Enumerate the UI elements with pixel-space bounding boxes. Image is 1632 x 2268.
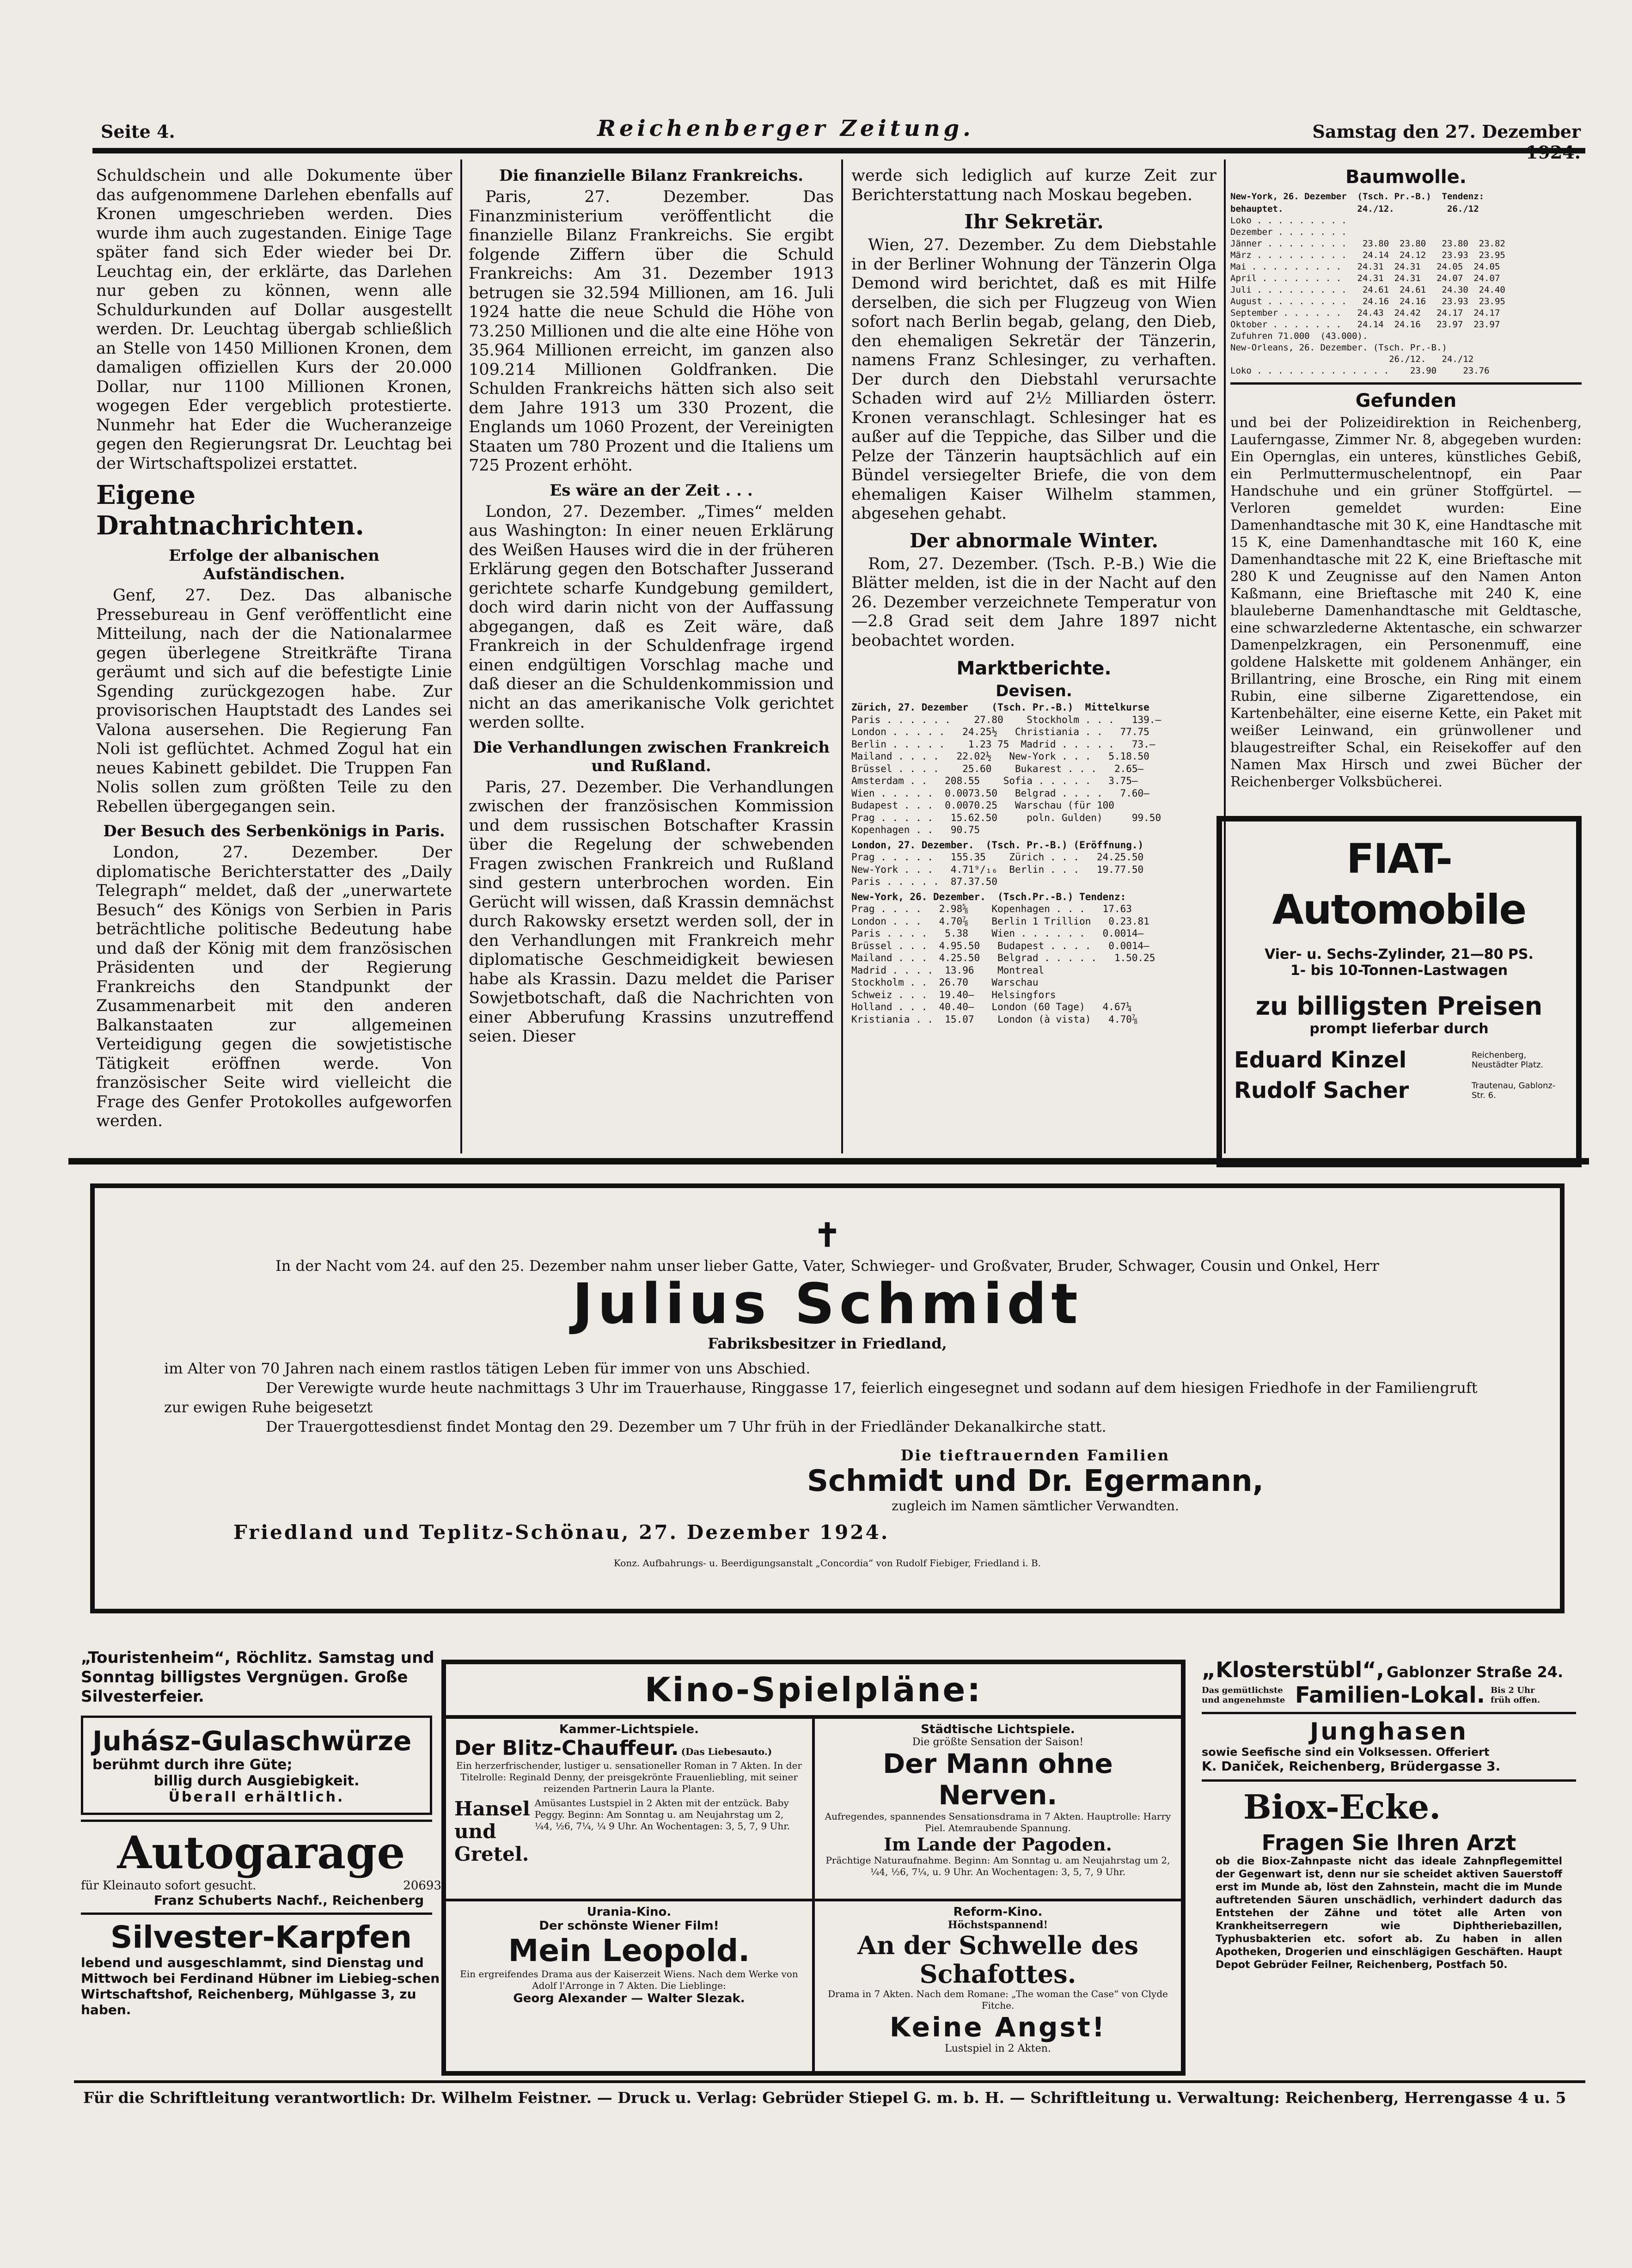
- obituary-intro: In der Nacht vom 24. auf den 25. Dezember nahm unser lieber Gatte, Vater, Schwieger- und Großvater, Bruder, Schwager, Cousin und Onkel, Herr: [275, 1257, 1379, 1275]
- left-ads: [81, 1648, 441, 2018]
- newyork-header: New-York, 26. Dezember. (Tsch.Pr.-B.) Tendenz:: [851, 891, 1126, 902]
- footer-rule: [74, 2080, 1585, 2083]
- obituary-place-date: Friedland und Teplitz-Schönau, 27. Dezember 1924.: [233, 1521, 890, 1544]
- fiat-line: 1- bis 10-Tonnen-Lastwagen: [1290, 962, 1508, 979]
- london-header: London, 27. Dezember. (Tsch. Pr.-B.) (Eröffnung.): [851, 839, 1144, 851]
- column-1: [96, 166, 452, 1131]
- article-heading: Die Verhandlungen zwischen Frankreich und Rußland.: [472, 738, 830, 775]
- cinema-staedtische: Städtische Lichtspiele. Die größte Sensation der Saison! Der Mann ohne Nerven. Aufregendes, spannendes Sensationsdrama in 7 Akten. Hauptrolle: Harry Piel. Atemraubende Spannung. Im Lande der Pagoden. Prächtige Naturaufnahme. Beginn: Am Sonntag u. am Neujahrstag um 2, ¼4, ½6, 7¼, u. 9 Uhr. An Wochentagen: 3, 5, 7, 9 Uhr.: [815, 1719, 1181, 1901]
- touristen-ad: „Touristenheim“, Röchlitz. Samstag und Sonntag billigstes Vergnügen. Große Silvesterfeier.: [81, 1649, 434, 1706]
- column-4: [1230, 166, 1582, 791]
- right-ads: „Klosterstübl“, Gablonzer Straße 24. Das gemütlichste und angenehmste Familien-Lokal. Bis 2 Uhr früh offen. Junghasen sowie Seefische sind ein Volksessen. Offeriert K. Daniček, Reichenberg, Brüdergasse 3. Biox-Ecke. Fragen Sie Ihren Arzt ob die Biox-Zahnpaste nicht das ideale Zahnpflegemittel der Gegenwart ist, denn nur sie scheidet aktiven Sauerstoff erst im Munde ab, löst den Zahnstein, macht die im Munde auftretenden Säuren unschädlich, verhindert dadurch das Entstehen der Zähne und tötet alle Arten von Krankheitserregern wie Diphtheriebazillen, Typhusbakterien etc. sofort ab. Zu haben in allen Apotheken, Drogerien und einschlägigen Geschäften. Haupt Depot Gebrüder Feilner, Reichenberg, Postfach 50.: [1202, 1657, 1576, 1972]
- article-heading: Ihr Sekretär.: [964, 210, 1104, 233]
- silvester-text: lebend und ausgeschlammt, sind Dienstag und Mittwoch bei Ferdinand Hübner im Liebieg-schen Wirtschaftshof, Reichenberg, Mühlgasse 3, zu haben.: [81, 1955, 440, 2017]
- article-body: Paris, 27. Dezember. Die Verhandlungen zwischen der französischen Kommission und dem russischen Botschafter Krassin über die Regelung der schwebenden Fragen zwischen Frankreich und Rußland sind gestern unterbrochen worden. Ein Gerücht will wissen, daß Krassin demnächst durch Rakowsky ersetzt werden soll, der in den Verhandlungen mit Frankreich mehr diplomatische Geschmeidigkeit bewiesen habe als Krassin. Dazu meldet die Pariser Sowjetbotschaft, daß die Nachrichten von einer Abberufung Krassins unzutreffend seien. Dieser: [469, 778, 834, 1046]
- dealer-place: Trautenau, Gablonz-Str. 6.: [1472, 1081, 1556, 1100]
- mourners-intro: Die tieftrauernden Familien: [900, 1447, 1170, 1464]
- article-body: Wien, 27. Dezember. Zu dem Diebstahle in der Berliner Wohnung der Tänzerin Olga Demond wird berichtet, daß es mit Hilfe derselben, die sich per Flugzeug von Wien sofort nach Berlin begab, gelang, den Dieb, den ehemaligen Sekretär der Tänzerin, namens Franz Schlesinger, zu verhaften. Der durch den Diebstahl verursachte Schaden wird auf 2½ Milliarden österr. Kronen veranschlagt. Schlesinger hat es außer auf die Teppiche, das Silber und die Pelze der Tänzerin hauptsächlich auf ein Bündel versiegelter Briefe, die von dem ehemaligen Kaiser Wilhelm stammen, abgesehen gehabt.: [851, 236, 1216, 523]
- newyork-rates: Prag . . . . 2.98⅝ Kopenhagen . . . 17.63 London . . . 4.70⅞ Berlin 1 Trillion 0.23.81 Paris . . . . 5.38 Wien . . . . . . 0.0014— Brüssel . . . 4.95.50 Budapest . . . . 0.0014— Mailand . . . 4.25.50 Belgrad . . . . . 1.50.25 Madrid . . . . 13.96 Montreal Stockholm . . 26.70 Warschau Schweiz . . . 19.40— Helsingfors Holland . . . 40.40— London (60 Tage) 4.67¼ Kristiania . . 15.07 London (à vista) 4.70⅞: [851, 903, 1155, 1025]
- junghasen-title: Junghasen: [1310, 1718, 1468, 1746]
- section-heading: Eigene Drahtnachrichten.: [96, 480, 365, 541]
- fiat-advertisement: [1216, 816, 1582, 1167]
- article-body: Paris, 27. Dezember. Das Finanzministerium veröffentlicht die finanzielle Bilanz Frankreichs. Sie ergibt folgende Ziffern über die Schuld Frankreichs: Am 31. Dezember 1913 betrugen sie 32.594 Millionen, am 16. Juli 1924 hatte die neue Schuld die Höhe von 73.250 Millionen und die alte eine Höhe von 35.964 Millionen erreicht, im ganzen also 109.214 Millionen Goldfranken. Die Schulden Frankreichs hätten sich also seit dem Jahre 1913 um 330 Prozent, die Englands um 1060 Prozent, der Vereinigten Staaten um 780 Prozent und die Italiens um 725 Prozent erhöht.: [469, 188, 834, 475]
- obituary-text: im Alter von 70 Jahren nach einem rastlos tätigen Leben für immer von uns Abschied. Der Verewigte wurde heute nachmittags 3 Uhr im Trauerhause, Ringgasse 17, feierlich eingesegnet und sodann auf dem hiesigen Friedhofe in der Familiengruft zur ewigen Ruhe beigesetzt Der Trauergottesdienst findet Montag den 29. Dezember um 7 Uhr früh in der Friedländer Dekanalkirche statt.: [164, 1360, 1478, 1435]
- silvester-title: Silvester-Karpfen: [110, 1919, 412, 1955]
- obituary-notice: [90, 1183, 1565, 1613]
- article-heading: Der Besuch des Serbenkönigs in Paris.: [103, 822, 445, 840]
- deceased-name: Julius Schmidt: [572, 1272, 1082, 1336]
- article-body: Rom, 27. Dezember. (Tsch. P.-B.) Wie die Blätter melden, ist die in der Nacht auf den 26. Dezember verzeichnete Temperatur von —2.8 Grad seit dem Jahre 1897 nicht beobachtet worden.: [851, 554, 1216, 650]
- issue-date: Samstag den 27. Dezember: [1312, 121, 1581, 142]
- article-body: London, 27. Dezember. Der diplomatische Berichterstatter des „Daily Telegraph“ meldet, daß der „unerwartete Besuch“ des Königs von Serbien in Paris beträchtliche politische Bedeutung habe und daß der König mit dem französischen Präsidenten und der Regierung Frankreichs den Standpunkt der Zusammenarbeit mit den anderen Balkanstaaten zur allgemeinen Verteidigung gegen die sowjetistische Tätigkeit eröffnen werde. Von französischer Seite wird vielleicht die Frage des Genfer Protokolles aufgeworfen werden.: [96, 843, 452, 1130]
- cotton-rates: Loko . . . . . . . . . Dezember . . . . . . . Jänner . . . . . . . . 23.80 23.80 23.80 23.82 März . . . . . . . . . 24.14 24.12 23.93 23.95 Mai . . . . . . . . . 24.31 24.31 24.05 24.05 April . . . . . . . . 24.31 24.31 24.07 24.07 Juli . . . . . . . . . 24.61 24.61 24.30 24.40 August . . . . . . . . 24.16 24.16 23.93 23.95 September . . . . . . 24.43 24.42 24.17 24.17 Oktober . . . . . . . 24.14 24.16 23.97 23.97 Zufuhren 71.000 (43.000). New-Orleans, 26. Dezember. (Tsch. Pr.-B.) 26./12. 24./12 Loko . . . . . . . . . . . . . 23.90 23.76: [1230, 215, 1505, 376]
- fiat-line: prompt lieferbar durch: [1309, 1021, 1489, 1037]
- article-continuation: Schuldschein und alle Dokumente über das aufgenommene Darlehen ebenfalls auf Kronen umgeschrieben werden. Dies wurde ihm auch zugestanden. Einige Tage später fand sich Eder wieder bei Dr. Leuchtag ein, der erklärte, das Darlehen nur geben zu können, wenn alle Schuldurkunden auf Dollar ausgestellt werden. Dr. Leuchtag übergab schließlich an Stelle von 1450 Millionen Kronen, dem damaligen offiziellen Kurs der 20.000 Dollar, nur 1100 Millionen Kronen, wogegen Eder vergeblich protestierte. Nunmehr hat Eder die Wucheranzeige gegen den Regierungsrat Dr. Leuchtag bei der Wirtschaftspolizei erstattet.: [96, 166, 452, 473]
- juhasz-ad: Juhász-Gulaschwürze berühmt durch ihre Güte; billig durch Ausgiebigkeit. Überall erhältlich.: [81, 1716, 432, 1815]
- article-continuation: werde sich lediglich auf kurze Zeit zur Berichterstattung nach Moskau begeben.: [851, 166, 1216, 204]
- currency-heading: Devisen.: [996, 682, 1072, 700]
- obituary-top-rule: [68, 1158, 1589, 1165]
- cinema-program: [441, 1660, 1186, 2076]
- found-heading: Gefunden: [1355, 390, 1457, 411]
- header-rule: [92, 148, 1585, 153]
- page-number: Seite 4.: [101, 121, 175, 142]
- article-heading: Der abnormale Winter.: [909, 529, 1159, 552]
- fiat-price: zu billigsten Preisen: [1255, 992, 1543, 1021]
- column-3: [851, 166, 1216, 1025]
- cinema-urania: Urania-Kino. Der schönste Wiener Film! Mein Leopold. Ein ergreifendes Drama aus der Kaiserzeit Wiens. Nach dem Werke von Adolf l'Arronge in 7 Akten. Die Lieblinge: Georg Alexander — Walter Slezak.: [460, 1905, 798, 2005]
- biox-headline: Fragen Sie Ihren Arzt: [1261, 1830, 1516, 1855]
- london-rates: Prag . . . . . 155.35 Zürich . . . 24.25.50 New-York . . . 4.71⁹/₁₆ Berlin . . . 19.77.50 Paris . . . . . 87.37.50: [851, 852, 1144, 887]
- biox-text: ob die Biox-Zahnpaste nicht das ideale Zahnpflegemittel der Gegenwart ist, denn nur sie scheidet aktiven Sauerstoff erst im Munde ab, löst den Zahnstein, macht die im Munde auftretenden Säuren unschädlich, verhindert dadurch das Entstehen der Zähne und tötet alle Arten von Krankheitserregern wie Diphtheriebazillen, Typhusbakterien etc. sofort ab. Zu haben in allen Apotheken, Drogerien und einschlägigen Geschäften. Haupt Depot Gebrüder Feilner, Reichenberg, Postfach 50.: [1216, 1856, 1562, 1971]
- cinema-reform: Reform-Kino. Höchstspannend! An der Schwelle des Schafottes. Drama in 7 Akten. Nach dem Romane: „The woman the Case“ von Clyde Fitche. Keine Angst! Lustspiel in 2 Akten.: [828, 1905, 1168, 2054]
- autogarage-firm: Franz Schuberts Nachf., Reichenberg: [153, 1893, 424, 1908]
- cotton-heading: Baumwolle.: [1345, 166, 1467, 188]
- newspaper-title: Reichenberger Zeitung.: [597, 116, 974, 141]
- imprint: Für die Schriftleitung verantwortlich: Dr. Wilhelm Feistner. — Druck u. Verlag: Gebrüder Stiepel G. m. b. H. — Schriftleitung u. Verwaltung: Reichenberg, Herrengasse 4 u. 5: [83, 2089, 1566, 2107]
- found-items-list: und bei der Polizeidirektion in Reichenberg, Lauferngasse, Zimmer Nr. 8, abgegeben wurden: Ein Opernglas, ein unteres, künstliches Gebiß, ein Perlmuttermuschelentnopf, ein Paar Handschuhe und ein grüner Stoffgürtel. — Verloren gemeldet wurden: Eine Damenhandtasche mit 30 K, eine Handtasche mit 15 K, eine Damenhandtasche mit 160 K, eine Damenhandtasche mit 22 K, eine Brieftasche mit 280 K und Zeugnisse auf den Namen Anton Kaßmann, eine Brieftasche mit 240 K, eine blauleberne Damenhandtasche mit Geldtasche, eine schwarzlederne Aktentasche, ein schwarzer Damenpelzkragen, ein Personenmuff, eine goldene Halskette mit goldenem Anhänger, ein Brillantring, eine Brosche, ein Ring mit einem Rubin, eine silberne Zigarettendose, ein Kartenbehälter, eine eiserne Kette, ein Paket mit weißer Leinwand, ein grünwollener und blaugestreifter Schal, ein Reisekoffer auf den Namen Max Hirsch und zwei Bücher der Reichenberger Volksbücherei.: [1230, 415, 1582, 790]
- column-2: [469, 166, 834, 1047]
- article-body: London, 27. Dezember. „Times“ melden aus Washington: In einer neuen Erklärung des Weißen Hauses wird die in der früheren Erklärung gegen den Botschafter Jusserand gerichtete scharfe Kundgebung gemildert, doch wird darin nicht von der Auffassung abgegangen, daß es Zeit wäre, daß Frankreich in der Schuldenfrage irgend einen endgültigen Vorschlag mache und daß dieser an die Schuldenkommission und nicht an das amerikanische Volk gerichtet werden sollte.: [469, 502, 834, 732]
- cross-icon: ✝: [813, 1216, 841, 1254]
- mourners-names: Schmidt und Dr. Egermann,: [807, 1464, 1264, 1498]
- article-heading: Es wäre an der Zeit . . .: [550, 481, 753, 500]
- autogarage-text: für Kleinauto sofort gesucht.: [81, 1879, 257, 1893]
- ad-number: 20693: [403, 1879, 441, 1893]
- kloster-title: „Klosterstübl“,: [1202, 1657, 1385, 1682]
- article-heading: Die finanzielle Bilanz Frankreichs.: [499, 166, 804, 185]
- dealer-name: Eduard Kinzel: [1234, 1047, 1407, 1073]
- article-body: Genf, 27. Dez. Das albanische Pressebureau in Genf veröffentlicht eine Mitteilung, nach der die Nationalarmee gegen überlegene Streitkräfte Tirana geräumt und sich auf die befestigte Linie Sgending zurückgezogen habe. Zur provisorischen Hauptstadt des Landes sei Valona ausersehen. Die Regierung Fan Noli ist geflüchtet. Achmed Zogul hat ein neues Kabinett gebildet. Die Truppen Fan Nolis sollen zum größten Teile zu den Rebellen übergegangen sein.: [96, 586, 452, 816]
- deceased-role: Fabriksbesitzer in Friedland,: [708, 1335, 947, 1352]
- mourners-note: zugleich im Namen sämtlicher Verwandten.: [892, 1498, 1179, 1514]
- column-rule: [841, 159, 843, 1153]
- dealer-name: Rudolf Sacher: [1234, 1078, 1409, 1103]
- autogarage-title: Autogarage: [117, 1827, 405, 1879]
- juhasz-title: Juhász-Gulaschwürze: [92, 1725, 412, 1757]
- cinema-title: Kino-Spielpläne:: [446, 1664, 1181, 1719]
- zurich-header: Zürich, 27. Dezember (Tsch. Pr.-B.) Mittelkurse: [851, 702, 1149, 713]
- undertaker-note: Konz. Aufbahrungs- u. Beerdigungsanstalt „Concordia“ von Rudolf Fiebiger, Friedland i. B.: [613, 1557, 1041, 1569]
- biox-title: Biox-Ecke.: [1243, 1787, 1441, 1827]
- cinema-kammer: Kammer-Lichtspiele. Der Blitz-Chauffeur. (Das Liebesauto.) Ein herzerfrischender, lustiger u. sensationeller Roman in 7 Akten. In der Titelrolle: Reginald Denny, der preisgekrönte Frauenliebling, mit seiner reizenden Partnerin Laura la Plante. Hansel und Gretel. Amüsantes Lustspiel in 2 Akten mit der entzück. Baby Peggy. Beginn: Am Sonntag u. am Neujahrstag um 2, ¼4, ½6, 7¼, ¼ 9 Uhr. An Wochentagen: 3, 5, 7, 9 Uhr.: [446, 1719, 812, 1901]
- column-rule: [460, 159, 462, 1153]
- market-heading: Marktberichte.: [956, 658, 1112, 679]
- dealer-place: Reichenberg, Neustädter Platz.: [1472, 1050, 1544, 1070]
- zurich-rates: Paris . . . . . . 27.80 Stockholm . . . 139.— London . . . . . 24.25½ Christiania . . 77.75 Berlin . . . . . 1.23 75 Madrid . . . . . 73.— Mailand . . . . 22.02½ New-York . . . 5.18.50 Brüssel . . . . 25.60 Bukarest . . . 2.65— Amsterdam . . 208.55 Sofia . . . . . 3.75— Wien . . . . . 0.0073.50 Belgrad . . . . 7.60— Budapest . . . 0.0070.25 Warschau (für 100 Prag . . . . . 15.62.50 poln. Gulden) 99.50 Kopenhagen . . 90.75: [851, 714, 1161, 835]
- cotton-header: New-York, 26. Dezember (Tsch. Pr.-B.) Tendenz: behauptet. 24./12. 26./12: [1230, 191, 1485, 214]
- article-heading: Erfolge der albanischen Aufständischen.: [169, 546, 379, 583]
- fiat-line: Vier- u. Sechs-Zylinder, 21—80 PS.: [1265, 946, 1534, 962]
- fiat-title: FIAT-Automobile: [1272, 835, 1526, 933]
- divider: [1230, 382, 1582, 385]
